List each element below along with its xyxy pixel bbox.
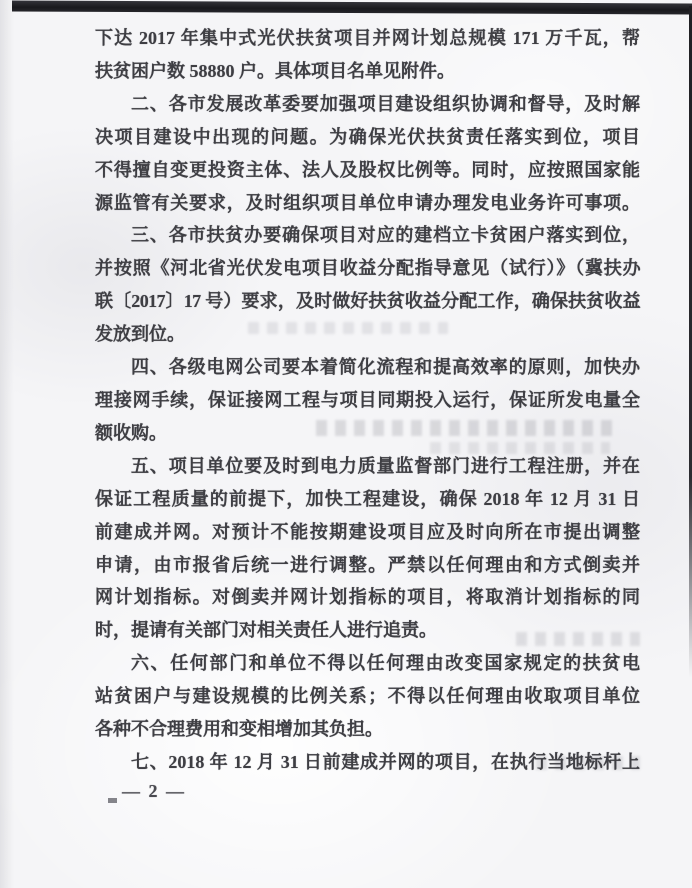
text-line: 额收购。 [95, 422, 167, 443]
text-line: 各种不合理费用和变相增加其负担。 [95, 719, 383, 740]
text-line: 前建成并网。对预计不能按期建设项目应及时向所在市提出调整 [95, 521, 640, 542]
text-line-section-7: 七、2018 年 12 月 31 日前建成并网的项目，在执行当地标杆上 [131, 751, 640, 772]
text-line: 不得擅自变更投资主体、法人及股权比例等。同时，应按照国家能 [95, 159, 640, 180]
text-line-section-2: 二、各市发展改革委要加强项目建设组织协调和督导，及时解 [131, 93, 640, 114]
page-number: — 2 — [122, 781, 186, 801]
document-body-text [95, 22, 640, 779]
scan-artifact-dash [108, 798, 117, 803]
scan-artifact-top-band [12, 1, 692, 15]
text-line: 时，提请有关部门对相关责任人进行追责。 [95, 620, 437, 641]
text-line-section-6: 六、任何部门和单位不得以任何理由改变国家规定的扶贫电 [131, 653, 640, 674]
text-line: 源监管有关要求，及时组织项目单位申请办理发电业务许可事项。 [95, 192, 640, 213]
text-line: 发放到位。 [95, 324, 185, 345]
text-line: 决项目建设中出现的问题。为确保光伏扶贫责任落实到位，项目 [95, 126, 640, 147]
text-line: 站贫困户与建设规模的比例关系；不得以任何理由收取项目单位 [95, 686, 640, 707]
text-line-section-3: 三、各市扶贫办要确保项目对应的建档立卡贫困户落实到位， [131, 225, 640, 246]
text-line: 网计划指标。对倒卖并网计划指标的项目，将取消计划指标的同 [95, 587, 640, 608]
text-line-section-4: 四、各级电网公司要本着简化流程和提高效率的原则，加快办 [131, 357, 640, 378]
text-line: 联〔2017〕17 号）要求，及时做好扶贫收益分配工作，确保扶贫收益 [95, 291, 640, 312]
text-line: 扶贫困户数 58880 户。具体项目名单见附件。 [95, 60, 455, 81]
text-line: 申请，由市报省后统一进行调整。严禁以任何理由和方式倒卖并 [95, 554, 640, 575]
text-line: 保证工程质量的前提下，加快工程建设，确保 2018 年 12 月 31 日 [95, 488, 640, 509]
text-line: 理接网手续，保证接网工程与项目同期投入运行，保证所发电量全 [95, 389, 640, 410]
text-line-section-5: 五、项目单位要及时到电力质量监督部门进行工程注册，并在 [131, 455, 640, 476]
text-line: 下达 2017 年集中式光伏扶贫项目并网计划总规模 171 万千瓦，帮 [95, 28, 640, 48]
text-line: 并按照《河北省光伏发电项目收益分配指导意见（试行）》（冀扶办 [95, 258, 640, 279]
